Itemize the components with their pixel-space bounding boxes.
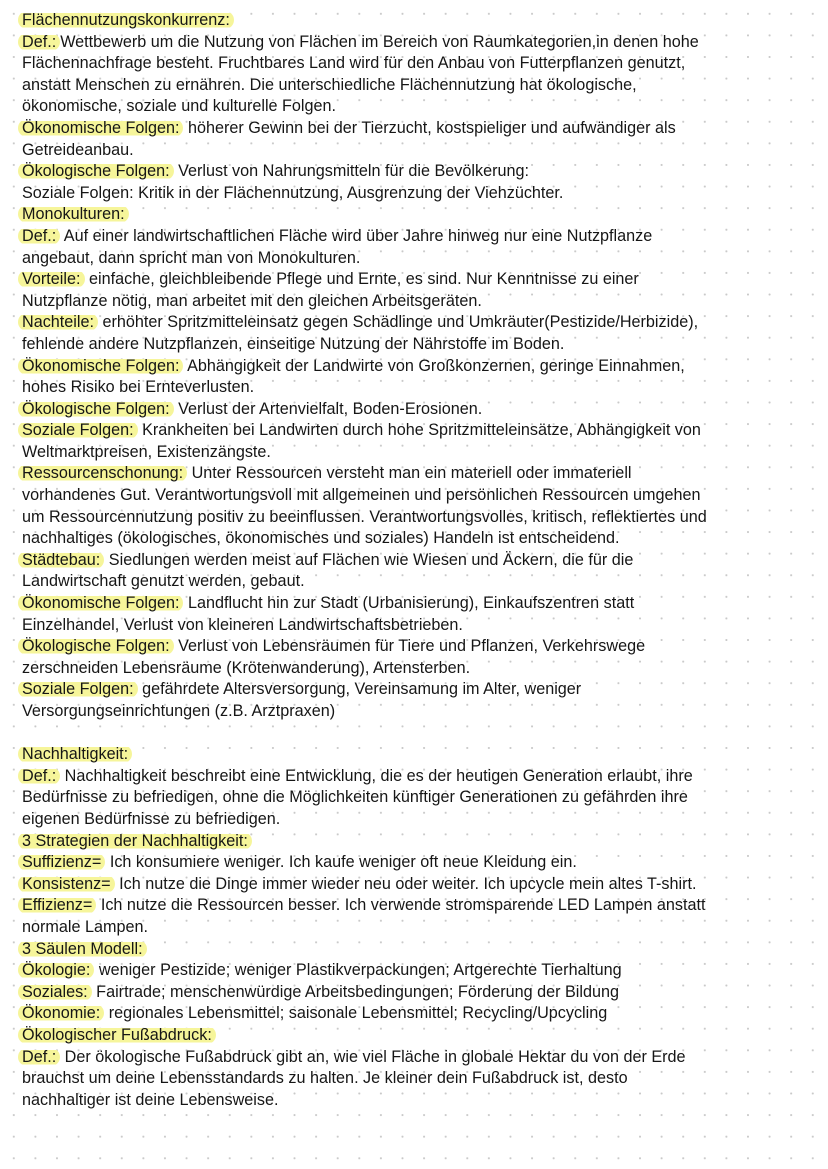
line-text: Verlust von Nahrungsmitteln für die Bevölkerung: <box>173 162 529 181</box>
text-line <box>22 442 818 464</box>
line-text: einfache, gleichbleibende Pflege und Ernte, es sind. Nur Kenntnisse zu einer <box>84 270 639 289</box>
line-text: Auf einer landwirtschaftlichen Fläche wird über Jahre hinweg nur eine Nutzpflanze <box>60 226 653 245</box>
highlighted-term: Ökologische Folgen: <box>18 400 174 418</box>
line-text: Verlust von Lebensräumen für Tiere und Pflanzen, Verkehrswege <box>173 637 646 656</box>
line-text: Krankheiten bei Landwirten durch hohe Spritzmitteleinsätze, Abhängigkeit von <box>137 421 701 440</box>
text-line <box>22 593 818 615</box>
highlighted-term: Def.: <box>18 767 60 785</box>
text-line <box>22 809 818 831</box>
line-text: Der ökologische Fußabdruck gibt an, wie viel Fläche in globale Hektar du von der Erde <box>60 1047 686 1066</box>
line-text: gefährdete Altersversorgung, Vereinsamung im Alter, weniger <box>137 680 582 699</box>
text-line <box>22 550 818 572</box>
highlighted-term: Def.: <box>18 33 60 51</box>
text-line <box>22 377 818 399</box>
text-line <box>22 204 818 226</box>
text-line <box>22 831 818 853</box>
text-line <box>22 1068 818 1090</box>
text-line <box>22 75 818 97</box>
highlighted-term: Ökologischer Fußabdruck: <box>18 1026 216 1044</box>
line-text: Getreideanbau. <box>22 140 134 159</box>
text-line <box>22 118 818 140</box>
text-line <box>22 528 818 550</box>
text-line <box>22 1003 818 1025</box>
text-line <box>22 463 818 485</box>
text-line <box>22 1025 818 1047</box>
line-text: nachhaltiger ist deine Lebensweise. <box>22 1090 279 1109</box>
text-line <box>22 679 818 701</box>
text-line <box>22 766 818 788</box>
highlighted-term: Nachhaltigkeit: <box>18 745 132 763</box>
text-line <box>22 960 818 982</box>
text-line <box>22 312 818 334</box>
line-text: weniger Pestizide; weniger Plastikverpackungen; Artgerechte Tierhaltung <box>94 961 622 980</box>
text-line <box>22 744 818 766</box>
text-line <box>22 399 818 421</box>
line-text: hohes Risiko bei Ernteverlusten. <box>22 378 255 397</box>
highlighted-term: Monokulturen: <box>18 205 129 223</box>
line-text: Nutzpflanze nötig, man arbeitet mit den gleichen Arbeitsgeräten. <box>22 291 482 310</box>
text-line <box>22 636 818 658</box>
line-text: vorhandenes Gut. Verantwortungsvoll mit allgemeinen und persönlichen Ressourcen umgehen <box>22 486 701 505</box>
line-text: Soziale Folgen: Kritik in der Flächennutzung, Ausgrenzung der Viehzüchter. <box>22 183 564 202</box>
text-line <box>22 420 818 442</box>
highlighted-term: Def.: <box>18 227 60 245</box>
highlighted-term: Ökonomische Folgen: <box>18 119 183 137</box>
highlighted-term: Ökonomische Folgen: <box>18 594 183 612</box>
line-text: erhöhter Spritzmitteleinsatz gegen Schädlinge und Umkräuter(Pestizide/Herbizide), <box>97 313 699 332</box>
text-line <box>22 982 818 1004</box>
line-text: anstatt Menschen zu ernähren. Die unterschiedliche Flächennutzung hat ökologische, <box>22 75 637 94</box>
text-line <box>22 356 818 378</box>
line-text: angebaut, dann spricht man von Monokulturen. <box>22 248 361 267</box>
highlighted-term: Flächennutzungskonkurrenz: <box>18 11 234 29</box>
text-line <box>22 485 818 507</box>
text-line <box>22 939 818 961</box>
line-text: höherer Gewinn bei der Tierzucht, kostspieliger und aufwändiger als <box>183 118 676 137</box>
text-line <box>22 53 818 75</box>
text-line <box>22 291 818 313</box>
line-text: Landflucht hin zur Stadt (Urbanisierung), Einkaufszentren statt <box>183 594 635 613</box>
line-text: um Ressourcennutzung positiv zu beeinflussen. Verantwortungsvolles, kritisch, reflektiertes und <box>22 507 707 526</box>
text-line <box>22 787 818 809</box>
highlighted-term: Nachteile: <box>18 313 98 331</box>
line-text: Abhängigkeit der Landwirte von Großkonzernen, geringe Einnahmen, <box>183 356 685 375</box>
line-text: Verlust der Artenvielfalt, Boden-Erosionen. <box>173 399 483 418</box>
line-text: Unter Ressourcen versteht man ein materiell oder immateriell <box>187 464 632 483</box>
line-text: Fairtrade; menschenwürdige Arbeitsbedingungen; Förderung der Bildung <box>91 982 620 1001</box>
line-text: zerschneiden Lebensräume (Krötenwanderung), Artensterben. <box>22 658 471 677</box>
text-line <box>22 140 818 162</box>
text-line <box>22 248 818 270</box>
line-text: Nachhaltigkeit beschreibt eine Entwicklung, die es der heutigen Generation erlaubt, ihre <box>60 766 693 785</box>
text-line <box>22 852 818 874</box>
text-line <box>22 895 818 917</box>
line-text: normale Lampen. <box>22 917 148 936</box>
line-text: Ich konsumiere weniger. Ich kaufe weniger oft neue Kleidung ein. <box>105 853 577 872</box>
text-line <box>22 183 818 205</box>
line-text: brauchst um deine Lebensstandards zu halten. Je kleiner dein Fußabdruck ist, desto <box>22 1069 628 1088</box>
highlighted-term: Suffizienz= <box>18 853 105 871</box>
text-line <box>22 226 818 248</box>
highlighted-term: Ökologische Folgen: <box>18 637 174 655</box>
line-text: Flächennachfrage besteht. Fruchtbares Land wird für den Anbau von Futterpflanzen genutzt, <box>22 54 686 73</box>
text-line <box>22 96 818 118</box>
highlighted-term: Vorteile: <box>18 270 85 288</box>
highlighted-term: Ökologie: <box>18 961 94 979</box>
text-line <box>22 507 818 529</box>
line-text: Weltmarktpreisen, Existenzängste. <box>22 442 271 461</box>
text-line <box>22 615 818 637</box>
blank-line <box>22 723 818 745</box>
text-line <box>22 571 818 593</box>
highlighted-term: 3 Säulen Modell: <box>18 940 147 958</box>
line-text: Ich nutze die Dinge immer wieder neu oder weiter. Ich upcycle mein altes T-shirt. <box>114 874 697 893</box>
line-text: Einzelhandel, Verlust von kleineren Landwirtschaftsbetrieben. <box>22 615 463 634</box>
text-line <box>22 701 818 723</box>
text-line <box>22 1090 818 1112</box>
text-line <box>22 269 818 291</box>
highlighted-term: Ökologische Folgen: <box>18 162 174 180</box>
text-line <box>22 1047 818 1069</box>
highlighted-term: 3 Strategien der Nachhaltigkeit: <box>18 832 252 850</box>
highlighted-term: Effizienz= <box>18 896 96 914</box>
highlighted-term: Ökonomie: <box>18 1004 104 1022</box>
line-text: ökonomische, soziale und kulturelle Folgen. <box>22 97 337 116</box>
line-text: nachhaltiges (ökologisches, ökonomisches und soziales) Handeln ist entscheidend. <box>22 529 620 548</box>
line-text: Landwirtschaft genutzt werden, gebaut. <box>22 572 305 591</box>
highlighted-term: Soziales: <box>18 983 92 1001</box>
text-line <box>22 917 818 939</box>
line-text: Versorgungseinrichtungen (z.B. Arztpraxen) <box>22 702 336 720</box>
highlighted-term: Soziale Folgen: <box>18 421 138 439</box>
text-line <box>22 658 818 680</box>
highlighted-term: Soziale Folgen: <box>18 680 138 698</box>
line-text: eigenen Bedürfnisse zu befriedigen. <box>22 809 281 828</box>
line-text: regionales Lebensmittel; saisonale Lebensmittel; Recycling/Upcycling <box>104 1004 608 1023</box>
text-line <box>22 10 818 32</box>
highlighted-term: Def.: <box>18 1048 60 1066</box>
line-text: Bedürfnisse zu befriedigen, ohne die Möglichkeiten künftiger Generationen zu gefährden ihre <box>22 788 688 807</box>
line-text: Siedlungen werden meist auf Flächen wie Wiesen und Äckern, die für die <box>104 550 634 569</box>
highlighted-term: Konsistenz= <box>18 875 115 893</box>
text-line <box>22 874 818 896</box>
highlighted-term: Städtebau: <box>18 551 104 569</box>
line-text: Wettbewerb um die Nutzung von Flächen im Bereich von Raumkategorien,in denen hohe <box>60 32 699 51</box>
highlighted-term: Ökonomische Folgen: <box>18 357 183 375</box>
line-text: fehlende andere Nutzpflanzen, einseitige Nutzung der Nährstoffe im Boden. <box>22 334 565 353</box>
highlighted-term: Ressourcenschonung: <box>18 464 187 482</box>
text-line <box>22 32 818 54</box>
text-line <box>22 334 818 356</box>
line-text: Ich nutze die Ressourcen besser. Ich verwende stromsparende LED Lampen anstatt <box>96 896 706 915</box>
text-line <box>22 161 818 183</box>
